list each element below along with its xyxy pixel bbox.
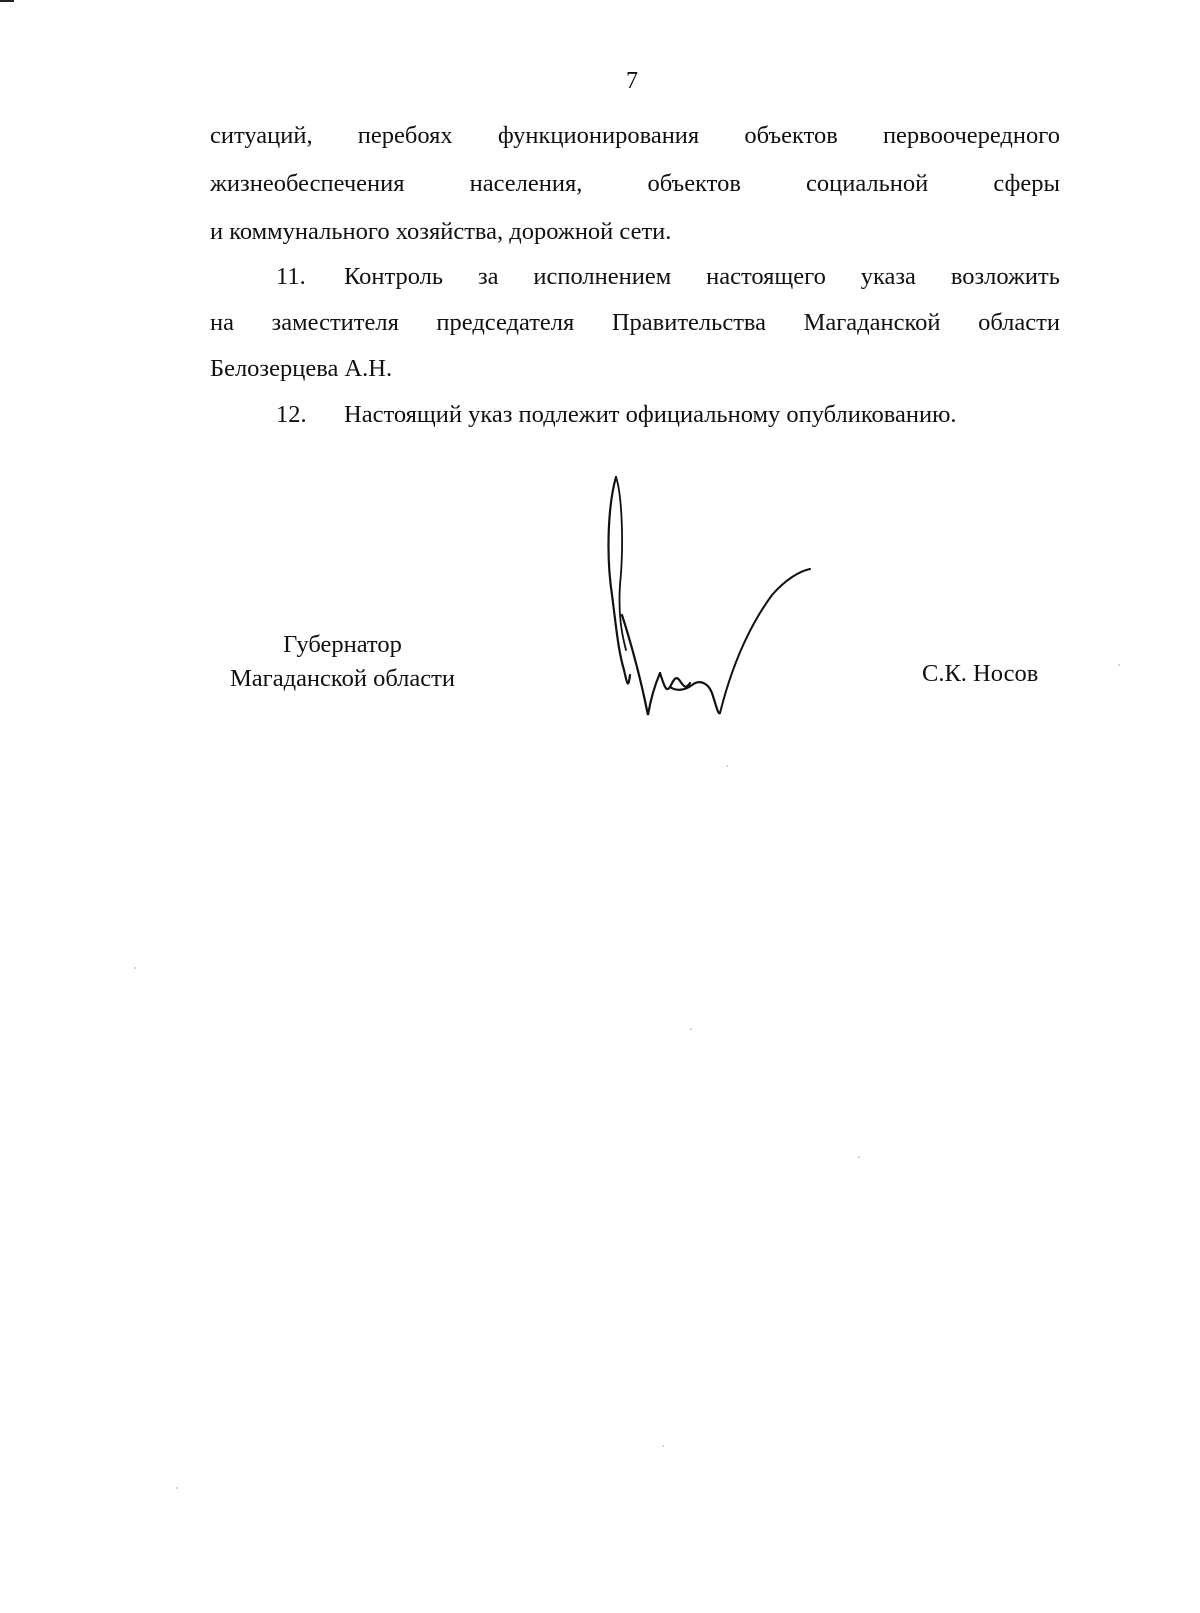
word: сферы	[993, 170, 1060, 197]
word: заместителя	[271, 309, 399, 336]
scan-speck	[1118, 664, 1120, 666]
item-12-text: Настоящий указ подлежит официальному опубликованию.	[344, 401, 957, 428]
scan-speck	[690, 1028, 692, 1030]
word: указа	[860, 263, 916, 290]
item-11-line-2	[210, 311, 1060, 335]
paragraph-line-2	[210, 172, 1060, 196]
handwritten-signature	[600, 465, 820, 725]
scan-corner-mark	[0, 0, 14, 2]
position-region: Магаданской области	[230, 665, 455, 692]
scan-speck	[662, 1445, 664, 1447]
word: первоочередного	[882, 122, 1060, 149]
word: жизнеобеспечения	[210, 170, 405, 197]
item-number: 11.	[276, 263, 306, 290]
word: функционирования	[497, 122, 700, 149]
word: области	[978, 309, 1060, 336]
word: исполнением	[533, 263, 672, 290]
scan-speck	[176, 1487, 178, 1489]
word: настоящего	[706, 263, 826, 290]
word: объектов	[744, 122, 838, 149]
paragraph-line-1	[210, 124, 1060, 148]
scan-speck	[858, 1156, 860, 1158]
word: председателя	[436, 309, 575, 336]
word: и коммунального хозяйства, дорожной сети.	[210, 218, 672, 245]
word: возложить	[950, 263, 1060, 290]
paragraph-line-3	[210, 220, 1060, 244]
word: за	[477, 263, 499, 290]
page-number: 7	[626, 68, 638, 94]
word: ситуаций,	[210, 122, 313, 149]
scan-speck	[726, 765, 728, 767]
word: Белозерцева А.Н.	[210, 355, 393, 382]
word: объектов	[647, 170, 741, 197]
item-number: 12.	[276, 401, 307, 428]
word: социальной	[805, 170, 929, 197]
position-title: Губернатор	[283, 631, 402, 658]
item-11-line-3	[210, 357, 1060, 381]
word: перебоях	[357, 122, 453, 149]
word: на	[210, 309, 234, 336]
word: Магаданской	[803, 309, 941, 336]
scan-speck	[134, 967, 136, 969]
item-11-text	[344, 265, 1060, 289]
word: населения,	[469, 170, 583, 197]
word: Правительства	[611, 309, 767, 336]
signatory-position	[210, 628, 475, 696]
word: Контроль	[344, 263, 444, 290]
signatory-name: С.К. Носов	[922, 660, 1039, 687]
